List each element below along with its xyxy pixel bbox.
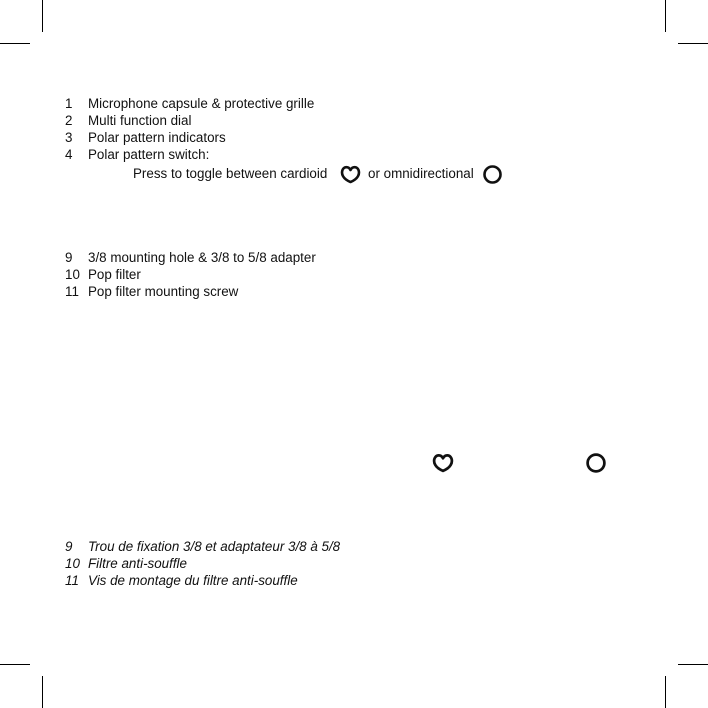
item-label: Pop filter mounting screw — [88, 284, 239, 299]
crop-mark-top-left-vertical — [42, 0, 43, 32]
item-number: 3 — [65, 130, 73, 145]
item-number: 2 — [65, 113, 73, 128]
item-label: Microphone capsule & protective grille — [88, 96, 315, 111]
crop-mark-bottom-left-horizontal — [0, 664, 30, 665]
toggle-description — [133, 165, 327, 182]
omnidirectional-pattern-icon-standalone — [585, 452, 607, 474]
item-number: 10 — [65, 267, 80, 282]
crop-mark-top-right-vertical — [665, 0, 666, 32]
crop-mark-bottom-left-vertical — [42, 676, 43, 708]
item-label: Filtre anti-souffle — [88, 556, 187, 571]
item-number: 9 — [65, 539, 73, 554]
item-label: 3/8 mounting hole & 3/8 to 5/8 adapter — [88, 250, 316, 265]
toggle-text-before: Press to toggle between cardioid — [133, 166, 328, 181]
item-label: Pop filter — [88, 267, 141, 282]
crop-mark-top-left-horizontal — [0, 43, 30, 44]
cardioid-pattern-icon — [340, 164, 361, 185]
item-number: 10 — [65, 556, 80, 571]
item-label: Polar pattern switch: — [88, 147, 210, 162]
omnidirectional-pattern-icon — [482, 164, 503, 185]
item-number: 1 — [65, 96, 73, 111]
toggle-text-after: or omnidirectional — [368, 166, 474, 181]
crop-mark-bottom-right-vertical — [665, 676, 666, 708]
item-number: 11 — [65, 573, 79, 588]
crop-mark-top-right-horizontal — [678, 43, 708, 44]
cardioid-pattern-icon-standalone — [432, 452, 454, 474]
item-number: 11 — [65, 284, 79, 299]
item-label: Vis de montage du filtre anti-souffle — [88, 573, 298, 588]
item-label: Trou de fixation 3/8 et adaptateur 3/8 à 5/8 — [88, 539, 341, 554]
crop-mark-bottom-right-horizontal — [678, 664, 708, 665]
toggle-text-after-wrap — [368, 165, 474, 182]
item-number: 4 — [65, 147, 73, 162]
item-label: Polar pattern indicators — [88, 130, 226, 145]
item-number: 9 — [65, 250, 73, 265]
item-label: Multi function dial — [88, 113, 192, 128]
